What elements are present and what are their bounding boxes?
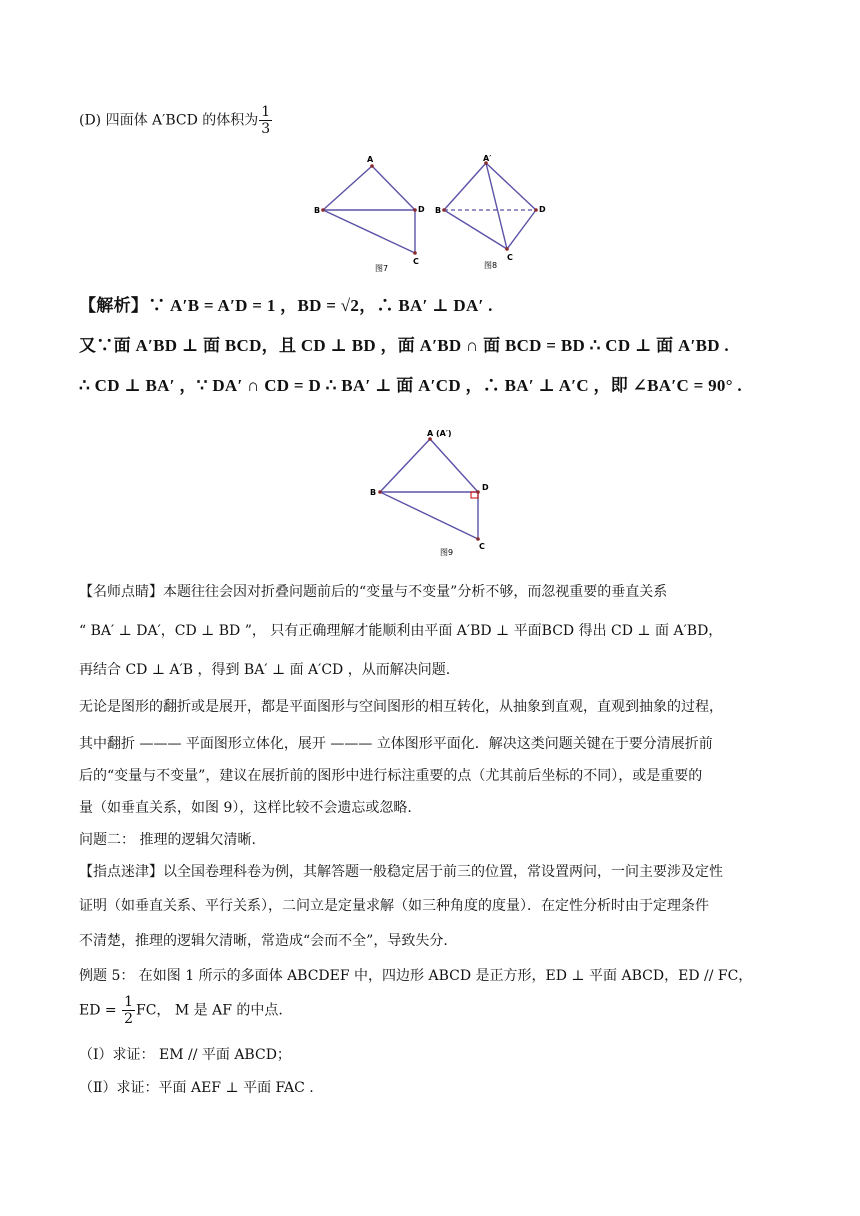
- fold-line-1: 无论是图形的翻折或是展开，都是平面图形与空间图形的相互转化，从抽象到直观，直观到抽象的过程，: [79, 699, 723, 715]
- fig7-caption: 图7: [375, 264, 389, 273]
- analysis-line-3: ∴ CD ⊥ BA′ ，∵ DA′ ∩ CD = D ∴ BA′ ⊥ 面 A′CD ，∴ BA′ ⊥ A′C ，即 ∠BA′C = 90° .: [79, 376, 742, 395]
- volume-fraction: $\frac{1}{3}$: [261, 104, 271, 137]
- fig7-label-a: A: [367, 155, 374, 164]
- fig8-label-d: D: [539, 205, 546, 214]
- figures-7-8: [300, 150, 560, 275]
- fig7-label-b: B: [314, 206, 321, 215]
- fig9-label-d: D: [482, 483, 489, 492]
- example5-fc: FC， M 是 AF 的中点.: [136, 1002, 283, 1019]
- problem-two: 问题二： 推理的逻辑欠清晰.: [79, 832, 256, 848]
- example5-line-1: 例题 5： 在如图 1 所示的多面体 ABCDEF 中，四边形 ABCD 是正方形，ED ⊥ 平面 ABCD，ED // FC，: [79, 968, 753, 984]
- example5-ed: ED =: [79, 1002, 117, 1019]
- analysis-line-1: 【解析】∵ A′B = A′D = 1 ，BD = √2，∴ BA′ ⊥ DA′ .: [79, 296, 493, 315]
- figure-9: [360, 425, 500, 560]
- example5-q2: （Ⅱ）求证：平面 AEF ⊥ 平面 FAC .: [79, 1080, 314, 1096]
- fig9-label-a: A (A′): [427, 429, 452, 438]
- figure-7: [314, 155, 425, 273]
- tip-line-2: “ BA′ ⊥ DA′，CD ⊥ BD ”， 只有正确理解才能顺利由平面 A′BD ⊥ 平面BCD 得出 CD ⊥ 面 A′BD，: [79, 623, 723, 639]
- fig8-label-b: B: [435, 206, 442, 215]
- half-fraction: $\frac{1}{2}$: [124, 994, 133, 1027]
- guide-line-2: 证明（如垂直关系、平行关系），二问立是定量求解（如三种角度的度量）．在定性分析时由于定理条件: [79, 898, 709, 914]
- option-d-text: (D) 四面体 A′BCD 的体积为: [79, 112, 259, 129]
- guide-line-3: 不清楚，推理的逻辑欠清晰，常造成“会而不全”，导致失分.: [79, 933, 448, 949]
- fold-line-2: 其中翻折 ——— 平面图形立体化，展开 ——— 立体图形平面化．解决这类问题关键在于要分清展折前: [79, 736, 713, 752]
- fig9-caption: 图9: [440, 548, 454, 557]
- fig9-label-b: B: [370, 488, 377, 497]
- fig8-label-a: A′: [483, 154, 492, 163]
- fig8-label-c: C: [507, 253, 513, 262]
- tip-line-1: 【名师点睛】本题往往会因对折叠问题前后的“变量与不变量”分析不够，而忽视重要的垂直关系: [79, 584, 668, 600]
- fold-line-4: 量（如垂直关系，如图 9），这样比较不会遗忘或忽略.: [79, 800, 412, 816]
- tip-line-3: 再结合 CD ⊥ A′B ，得到 BA′ ⊥ 面 A′CD ，从而解决问题.: [79, 662, 451, 678]
- option-d: [79, 104, 273, 137]
- fig7-label-c: C: [413, 257, 419, 266]
- fig8-caption: 图8: [484, 261, 498, 270]
- figure-8: [435, 154, 546, 270]
- example5-line-2: [79, 994, 283, 1027]
- fold-line-3: 后的“变量与不变量”，建议在展折前的图形中进行标注重要的点（尤其前后坐标的不同），或是重要的: [79, 768, 703, 784]
- guide-line-1: 【指点迷津】以全国卷理科卷为例，其解答题一般稳定居于前三的位置，常设置两问，一问主要涉及定性: [79, 864, 723, 880]
- analysis-line-2: 又∵面 A′BD ⊥ 面 BCD，且 CD ⊥ BD ，面 A′BD ∩ 面 BCD = BD ∴ CD ⊥ 面 A′BD .: [79, 336, 729, 355]
- fig7-label-d: D: [418, 205, 425, 214]
- example5-q1: （Ⅰ）求证： EM // 平面 ABCD；: [79, 1047, 291, 1063]
- fig9-label-c: C: [479, 542, 485, 551]
